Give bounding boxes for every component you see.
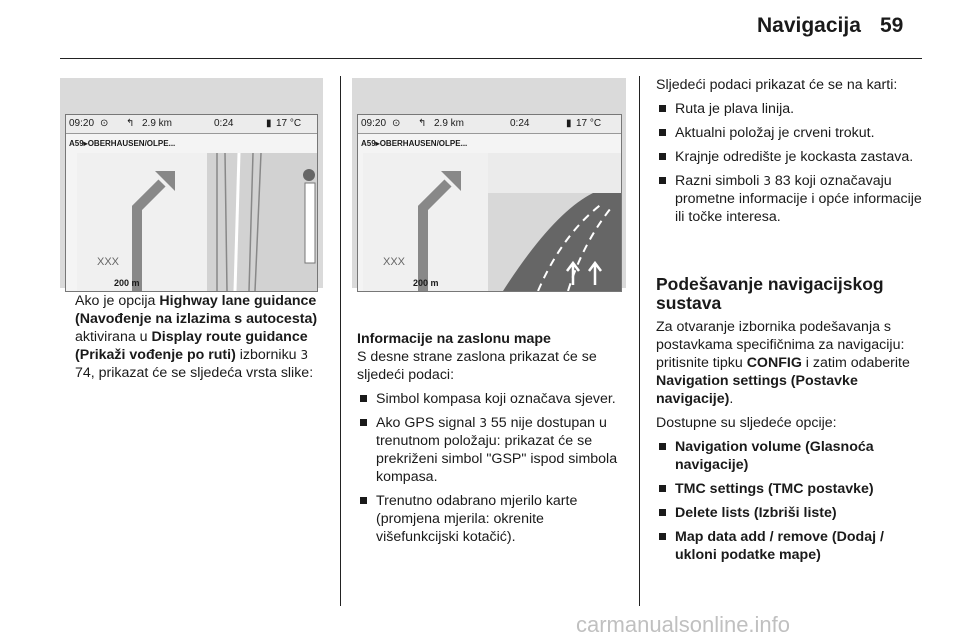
page-reference-icon: 3 (300, 348, 309, 362)
column-divider-1 (340, 76, 341, 606)
highway-lane-guidance-paragraph: Ako je opcija Highway lane guidance (Navođenje na izlazima s autocesta) aktivirana u Display route guidance (Prikaži vođenje po ruti) izborniku 3 74, prikazat će se sljedeća vrsta slike: (75, 293, 318, 381)
list-item: Ako GPS signal 3 55 nije dostupan u trenutnom položaju: prikazat će se prekriženi simbol "GSP" ispod simbola kompasa. (357, 414, 625, 486)
turn-icon: ↰ (418, 118, 427, 129)
nav-display (65, 114, 318, 292)
remaining-time-text: 0:24 (214, 118, 234, 129)
page-reference-icon: 3 (479, 416, 487, 430)
thermometer-icon: ▮ (566, 118, 572, 129)
page-reference-icon: 3 (763, 174, 771, 188)
thermometer-icon: ▮ (266, 118, 272, 129)
lane-guidance-view (358, 153, 622, 291)
list-item: Navigation volume (Glasnoća navigacije) (656, 438, 926, 474)
compass-icon: ⊙ (392, 118, 401, 129)
page-number: 59 (880, 14, 904, 37)
config-paragraph: Za otvaranje izbornika podešavanja s postavkama specifičnima za navigaciju: pritisnite tipku CONFIG i zatim odaberite Navigation settings (Postavke navigacije). (656, 319, 910, 407)
column-divider-2 (639, 76, 640, 606)
map-info-list (357, 390, 625, 546)
section-heading: Podešavanje navigacijskog sustava (656, 274, 884, 313)
list-item: Krajnje odredište je kockasta zastava. (656, 148, 926, 166)
temperature-text: 17 °C (576, 118, 602, 129)
svg-text:XXX: XXX (97, 256, 120, 268)
compass-icon: ⊙ (100, 118, 109, 129)
road-name-label: A59▸OBERHAUSEN/OLPE... (69, 139, 176, 148)
map-scale-label: 200 m (114, 278, 140, 288)
remaining-time-text: 0:24 (510, 118, 530, 129)
map-scale-label: 200 m (413, 278, 439, 288)
nav-settings-section (656, 318, 926, 564)
map-info-section (357, 330, 625, 546)
map-data-intro: Sljedeći podaci prikazat će se na karti: (656, 77, 898, 93)
clock-text: 09:20 (361, 118, 387, 129)
svg-text:XXX: XXX (383, 256, 406, 268)
map-view (66, 153, 318, 291)
list-item: Aktualni položaj je crveni trokut. (656, 124, 926, 142)
header-rule (60, 58, 922, 59)
nav-screen-figure-1 (60, 78, 323, 288)
clock-text: 09:20 (69, 118, 95, 129)
list-item: Trenutno odabrano mjerilo karte (promjena mjerila: okrenite višefunkcijski kotačić). (357, 492, 625, 546)
temperature-text: 17 °C (276, 118, 302, 129)
distance-text: 2.9 km (434, 118, 465, 129)
list-item: Ruta je plava linija. (656, 100, 926, 118)
turn-icon: ↰ (126, 118, 135, 129)
status-bar (358, 115, 621, 134)
distance-text: 2.9 km (142, 118, 173, 129)
settings-options-list (656, 438, 926, 564)
list-item: Razni simboli 3 83 koji označavaju prometne informacije i opće informacije ili točke interesa. (656, 172, 926, 226)
map-data-section (656, 76, 926, 226)
watermark: carmanualsonline.info (576, 612, 791, 637)
road-name-label: A59▸OBERHAUSEN/OLPE... (361, 139, 468, 148)
map-info-heading: Informacije na zaslonu mape (357, 331, 551, 347)
list-item: Delete lists (Izbriši liste) (656, 504, 926, 522)
nav-screen-figure-2 (352, 78, 626, 288)
status-bar (66, 115, 317, 134)
list-item: Map data add / remove (Dodaj / ukloni podatke mape) (656, 528, 926, 564)
options-intro: Dostupne su sljedeće opcije: (656, 415, 837, 431)
list-item: TMC settings (TMC postavke) (656, 480, 926, 498)
nav-display (357, 114, 622, 292)
page-header-title: Navigacija (757, 14, 861, 37)
map-info-intro: S desne strane zaslona prikazat će se sljedeći podaci: (357, 349, 597, 383)
list-item: Simbol kompasa koji označava sjever. (357, 390, 625, 408)
map-data-list (656, 100, 926, 226)
